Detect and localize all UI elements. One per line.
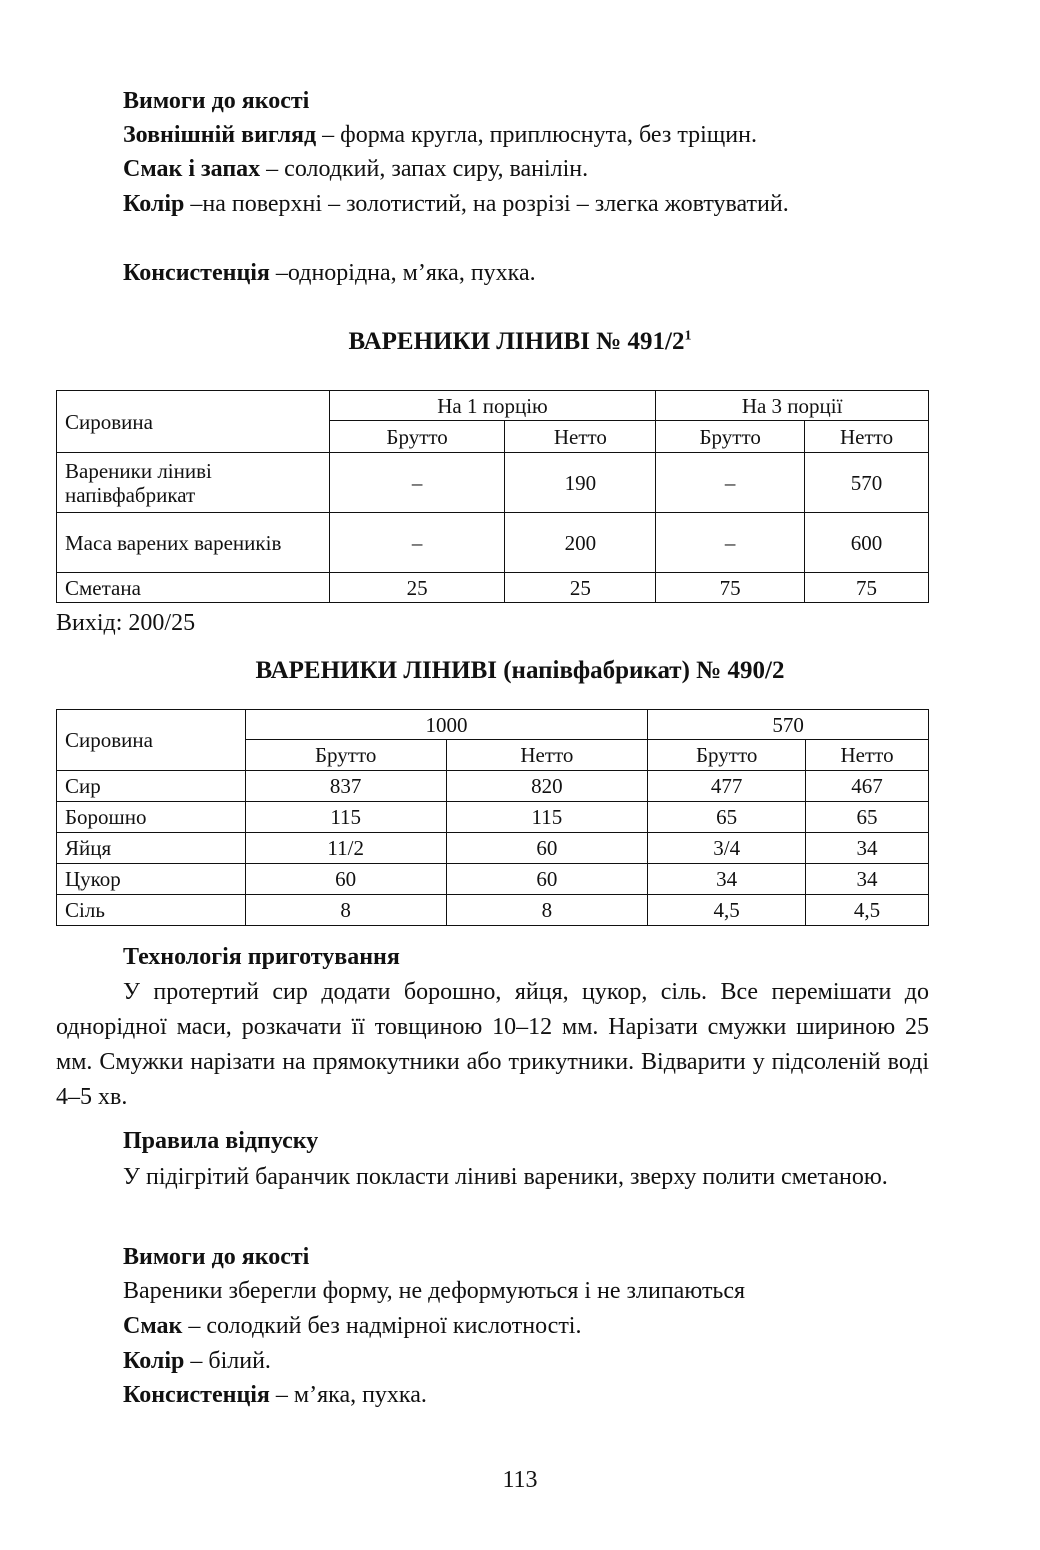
row-name: Вареники ліниві напівфабрикат xyxy=(57,453,330,513)
header-netto: Нетто xyxy=(806,740,929,771)
cell: 3/4 xyxy=(648,833,806,864)
cell: 837 xyxy=(245,771,446,802)
row-name: Сіль xyxy=(57,895,246,926)
table-row xyxy=(57,453,929,513)
recipe-1-table xyxy=(56,390,929,603)
cell: 60 xyxy=(446,864,648,895)
recipe-2-table xyxy=(56,709,929,926)
cell: 200 xyxy=(505,513,656,573)
quality-item-consistency-2: Консистенція – м’яка, пухка. xyxy=(123,1382,427,1408)
header-group-2: 570 xyxy=(648,710,929,740)
cell: 115 xyxy=(446,802,648,833)
row-name: Цукор xyxy=(57,864,246,895)
cell: – xyxy=(329,453,505,513)
header-raw: Сировина xyxy=(57,391,330,453)
cell: 65 xyxy=(806,802,929,833)
cell: 467 xyxy=(806,771,929,802)
cell: – xyxy=(656,513,805,573)
cell: 11/2 xyxy=(245,833,446,864)
quality-heading-2: Вимоги до якості xyxy=(123,1244,310,1270)
quality-item-color-2: Колір – білий. xyxy=(123,1348,271,1374)
technology-heading: Технологія приготування xyxy=(123,944,400,970)
header-netto: Нетто xyxy=(446,740,648,771)
quality-item-taste: Смак і запах – солодкий, запах сиру, ванілін. xyxy=(123,156,589,182)
serving-text: У підігрітий баранчик покласти ліниві вареники, зверху полити сметаною. xyxy=(123,1164,888,1190)
row-name: Борошно xyxy=(57,802,246,833)
quality-line-form: Вареники зберегли форму, не деформуються і не злипаються xyxy=(123,1278,746,1304)
cell: 25 xyxy=(505,573,656,603)
serving-heading: Правила відпуску xyxy=(123,1128,319,1154)
table-row xyxy=(57,895,929,926)
header-brutto: Брутто xyxy=(245,740,446,771)
cell: – xyxy=(329,513,505,573)
table-row xyxy=(57,513,929,573)
header-group-2: На 3 порції xyxy=(656,391,929,421)
cell: 75 xyxy=(805,573,929,603)
technology-text: У протертий сир додати борошно, яйця, цукор, сіль. Все перемішати до однорідної маси, розкачати її товщиною 10–12 мм. Нарізати смужки шириною 25 мм. Смужки нарізати на прямокутники або трикутники. Відварити у підсоленій воді 4–5 хв. xyxy=(56,979,929,1110)
cell: 34 xyxy=(648,864,806,895)
table-row xyxy=(57,802,929,833)
cell: 60 xyxy=(446,833,648,864)
cell: 820 xyxy=(446,771,648,802)
header-brutto: Брутто xyxy=(648,740,806,771)
table-row xyxy=(57,864,929,895)
cell: 34 xyxy=(806,864,929,895)
cell: 65 xyxy=(648,802,806,833)
header-group-1: На 1 порцію xyxy=(329,391,656,421)
row-name: Сир xyxy=(57,771,246,802)
header-group-1: 1000 xyxy=(245,710,647,740)
quality-item-consistency: Консистенція –однорідна, м’яка, пухка. xyxy=(123,260,536,286)
header-netto: Нетто xyxy=(505,421,656,453)
table-row xyxy=(57,833,929,864)
cell: 570 xyxy=(805,453,929,513)
cell: 75 xyxy=(656,573,805,603)
page-number: 113 xyxy=(502,1467,538,1493)
cell: 8 xyxy=(245,895,446,926)
table-row xyxy=(57,771,929,802)
cell: 600 xyxy=(805,513,929,573)
recipe-2-title: ВАРЕНИКИ ЛІНИВІ (напівфабрикат) № 490/2 xyxy=(255,657,785,684)
cell: – xyxy=(656,453,805,513)
cell: 60 xyxy=(245,864,446,895)
header-brutto: Брутто xyxy=(656,421,805,453)
cell: 115 xyxy=(245,802,446,833)
cell: 190 xyxy=(505,453,656,513)
row-name: Маса варених вареників xyxy=(57,513,330,573)
table-row xyxy=(57,573,929,603)
cell: 34 xyxy=(806,833,929,864)
cell: 25 xyxy=(329,573,505,603)
quality-heading-1: Вимоги до якості xyxy=(123,88,310,114)
quality-item-taste-2: Смак – солодкий без надмірної кислотності. xyxy=(123,1313,582,1339)
cell: 477 xyxy=(648,771,806,802)
recipe-1-yield: Вихід: 200/25 xyxy=(56,610,196,636)
row-name: Сметана xyxy=(57,573,330,603)
header-netto: Нетто xyxy=(805,421,929,453)
header-brutto: Брутто xyxy=(329,421,505,453)
quality-item-appearance: Зовнішній вигляд – форма кругла, приплюснута, без тріщин. xyxy=(123,122,757,148)
quality-item-color: Колір –на поверхні – золотистий, на розрізі – злегка жовтуватий. xyxy=(123,191,789,217)
header-raw: Сировина xyxy=(57,710,246,771)
cell: 8 xyxy=(446,895,648,926)
recipe-1-title: ВАРЕНИКИ ЛІНИВІ № $491/2^1$ xyxy=(348,328,692,355)
cell: 4,5 xyxy=(648,895,806,926)
row-name: Яйця xyxy=(57,833,246,864)
cell: 4,5 xyxy=(806,895,929,926)
